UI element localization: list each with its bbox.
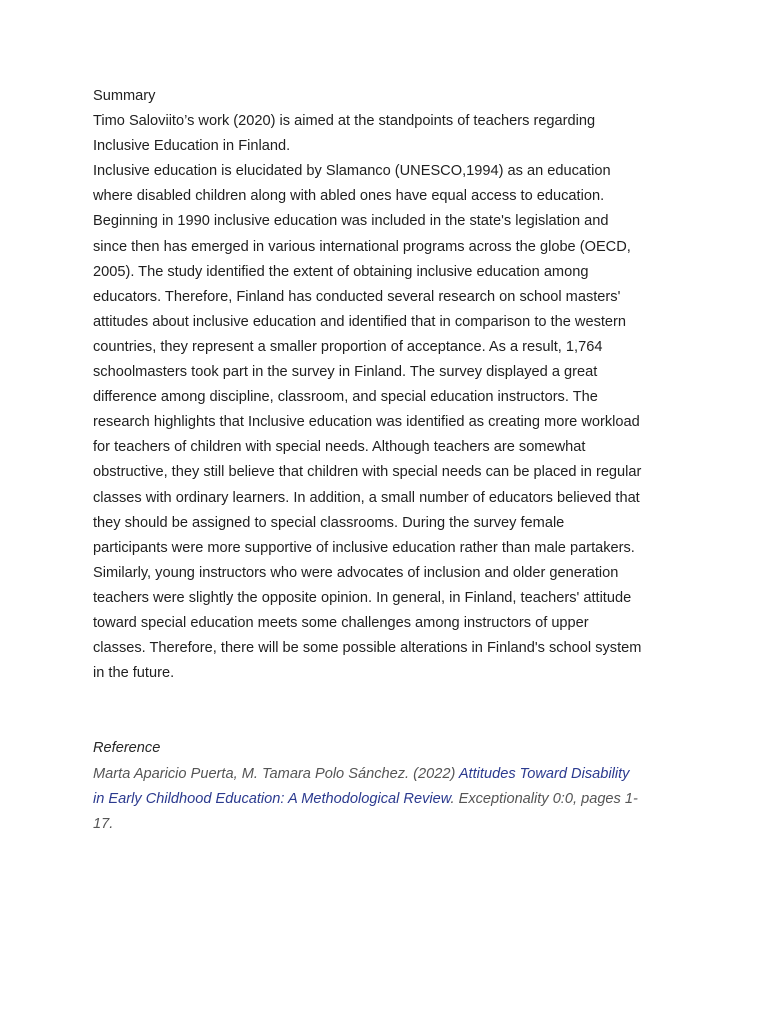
summary-line: attitudes about inclusive education and identified that in comparison to the western [93, 313, 627, 330]
paragraph-gap [93, 686, 683, 736]
summary-line: since then has emerged in various international programs across the globe (OECD, [93, 238, 631, 255]
summary-line: obstructive, they still believe that children with special needs can be placed in regular [93, 464, 642, 481]
reference-entry [93, 762, 683, 837]
summary-line: Inclusive education is elucidated by Slamanco (UNESCO,1994) as an education [93, 163, 611, 180]
summary-line: Similarly, young instructors who were advocates of inclusion and older generation [93, 564, 619, 581]
summary-heading: Summary [93, 88, 156, 104]
summary-line: educators. Therefore, Finland has conducted several research on school masters' [93, 288, 621, 305]
reference-line-1 [93, 762, 683, 787]
summary-line: where disabled children along with abled ones have equal access to education. [93, 188, 605, 205]
document-page [93, 84, 683, 837]
reference-authors: Marta Aparicio Puerta, M. Tamara Polo Sánchez. (2022) [93, 765, 459, 782]
summary-line: participants were more supportive of inclusive education rather than male partakers. [93, 539, 635, 556]
summary-line: for teachers of children with special needs. Although teachers are somewhat [93, 439, 586, 456]
summary-line: Beginning in 1990 inclusive education was included in the state's legislation and [93, 213, 609, 230]
summary-line: classes. Therefore, there will be some possible alterations in Finland's school system [93, 640, 642, 657]
summary-line: countries, they represent a smaller proportion of acceptance. As a result, 1,764 [93, 338, 603, 355]
summary-line: teachers were slightly the opposite opinion. In general, in Finland, teachers' attitude [93, 589, 632, 606]
summary-line: toward special education meets some challenges among instructors of upper [93, 614, 589, 631]
reference-source: . Exceptionality 0:0, pages 1- [450, 790, 638, 807]
summary-line: research highlights that Inclusive education was identified as creating more workload [93, 414, 640, 431]
summary-line: schoolmasters took part in the survey in Finland. The survey displayed a great [93, 364, 598, 381]
reference-heading: Reference [93, 740, 161, 757]
summary-line: in the future. [93, 665, 175, 682]
summary-line: Timo Saloviito’s work (2020) is aimed at the standpoints of teachers regarding [93, 113, 596, 130]
summary-line: difference among discipline, classroom, and special education instructors. The [93, 389, 598, 406]
reference-line-2 [93, 787, 683, 812]
summary-line: classes with ordinary learners. In addition, a small number of educators believed that [93, 489, 640, 506]
reference-title-link[interactable]: Attitudes Toward Disability [458, 765, 630, 782]
reference-line-3: 17. [93, 815, 114, 832]
summary-line: Inclusive Education in Finland. [93, 138, 291, 155]
summary-line: they should be assigned to special classrooms. During the survey female [93, 514, 565, 531]
reference-title-link-continued[interactable]: in Early Childhood Education: A Methodological Review [93, 790, 451, 807]
summary-body [93, 109, 683, 686]
summary-line: 2005). The study identified the extent of obtaining inclusive education among [93, 263, 589, 280]
